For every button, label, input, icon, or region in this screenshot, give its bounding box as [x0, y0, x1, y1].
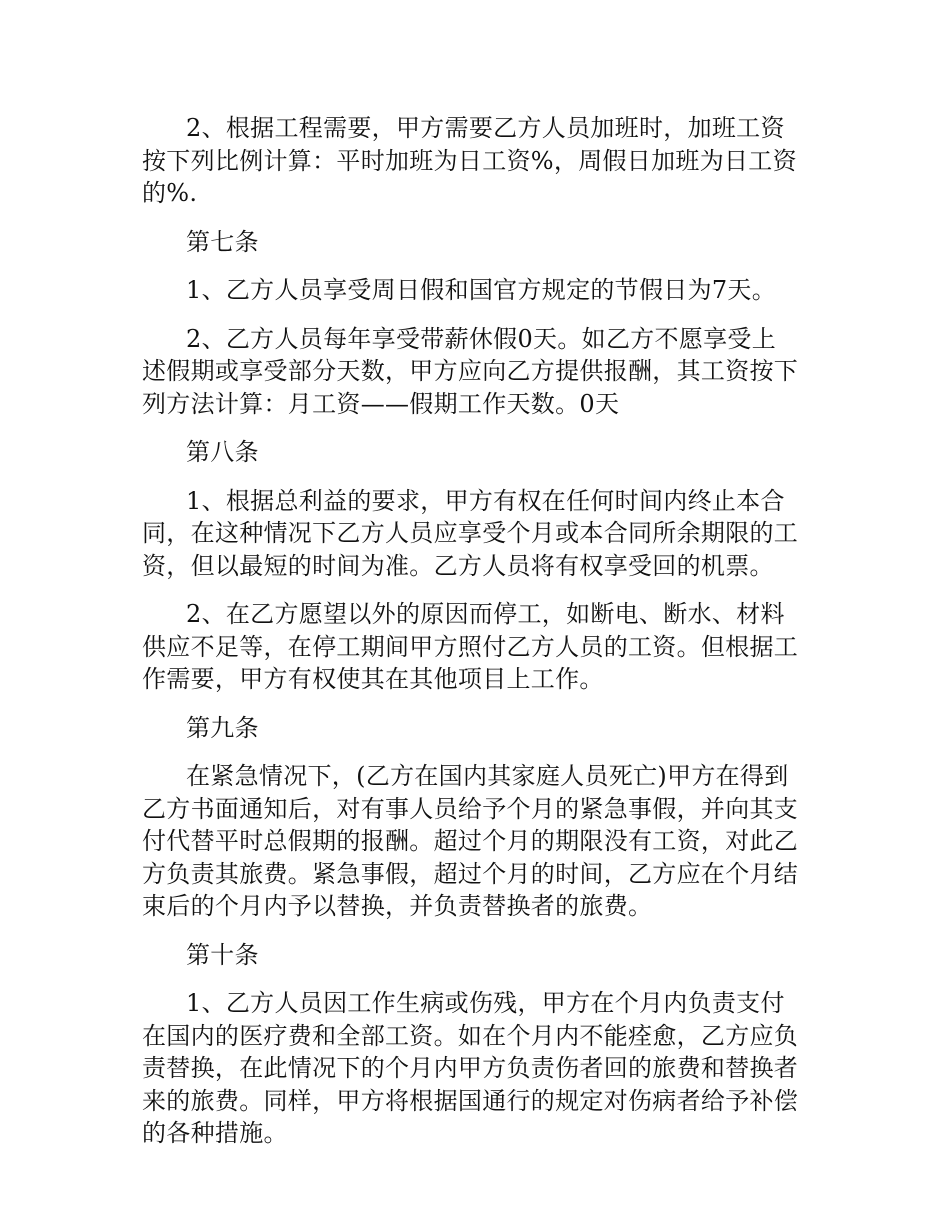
paragraph-line: 付代替平时总假期的报酬。超过个月的期限没有工资，对此乙: [142, 827, 799, 855]
paragraph-line: 的各种措施。: [142, 1119, 288, 1147]
paragraph-line: 供应不足等，在停工期间甲方照付乙方人员的工资。但根据工: [142, 632, 799, 661]
paragraph-line: 在紧急情况下，(乙方在国内其家庭人员死亡)甲方在得到: [186, 762, 789, 790]
section-heading: 第七条: [186, 227, 259, 256]
document-page: [142, 112, 814, 1166]
paragraph-line: 2、乙方人员每年享受带薪休假0天。如乙方不愿享受上: [186, 324, 777, 353]
paragraph-line: 束后的个月内予以替换，并负责替换者的旅费。: [142, 892, 653, 920]
paragraph-line: 述假期或享受部分天数，甲方应向乙方提供报酬，其工资按下: [142, 357, 799, 385]
section-heading: 第八条: [186, 438, 259, 466]
paragraph: [142, 987, 814, 1150]
section-heading: 第九条: [186, 713, 259, 742]
paragraph: [142, 112, 814, 210]
paragraph-line: 同，在这种情况下乙方人员应享受个月或本合同所余期限的工: [142, 519, 799, 547]
paragraph-line: 的%.: [142, 179, 198, 207]
paragraph-line: 资，但以最短的时间为准。乙方人员将有权享受回的机票。: [142, 551, 774, 580]
paragraph-line: 在国内的医疗费和全部工资。如在个月内不能痊愈，乙方应负: [142, 1021, 799, 1050]
paragraph: [142, 274, 814, 307]
paragraph-line: 列方法计算：月工资——假期工作天数。0天: [142, 389, 620, 418]
paragraph: [142, 760, 814, 923]
section-heading: 第十条: [186, 940, 259, 969]
paragraph-line: 乙方书面通知后，对有事人员给予个月的紧急事假，并向其支: [142, 794, 799, 823]
paragraph: [142, 323, 814, 421]
paragraph-line: 来的旅费。同样，甲方将根据国通行的规定对伤病者给予补偿: [142, 1086, 799, 1115]
paragraph: [142, 598, 814, 696]
paragraph-line: 2、根据工程需要，甲方需要乙方人员加班时，加班工资: [186, 114, 785, 142]
paragraph-line: 作需要，甲方有权使其在其他项目上工作。: [142, 665, 604, 693]
paragraph: [142, 485, 814, 583]
paragraph-line: 1、乙方人员因工作生病或伤残，甲方在个月内负责支付: [186, 989, 785, 1017]
paragraph-line: 1、乙方人员享受周日假和国官方规定的节假日为7天。: [186, 276, 777, 304]
paragraph-line: 责替换，在此情况下的个月内甲方负责伤者回的旅费和替换者: [142, 1054, 799, 1082]
document-body: [142, 112, 814, 1150]
paragraph-line: 1、根据总利益的要求，甲方有权在任何时间内终止本合: [186, 486, 785, 515]
paragraph-line: 按下列比例计算：平时加班为日工资%，周假日加班为日工资: [142, 146, 797, 175]
paragraph-line: 方负责其旅费。紧急事假，超过个月的时间，乙方应在个月结: [142, 859, 799, 888]
paragraph-line: 2、在乙方愿望以外的原因而停工，如断电、断水、材料: [186, 600, 785, 628]
